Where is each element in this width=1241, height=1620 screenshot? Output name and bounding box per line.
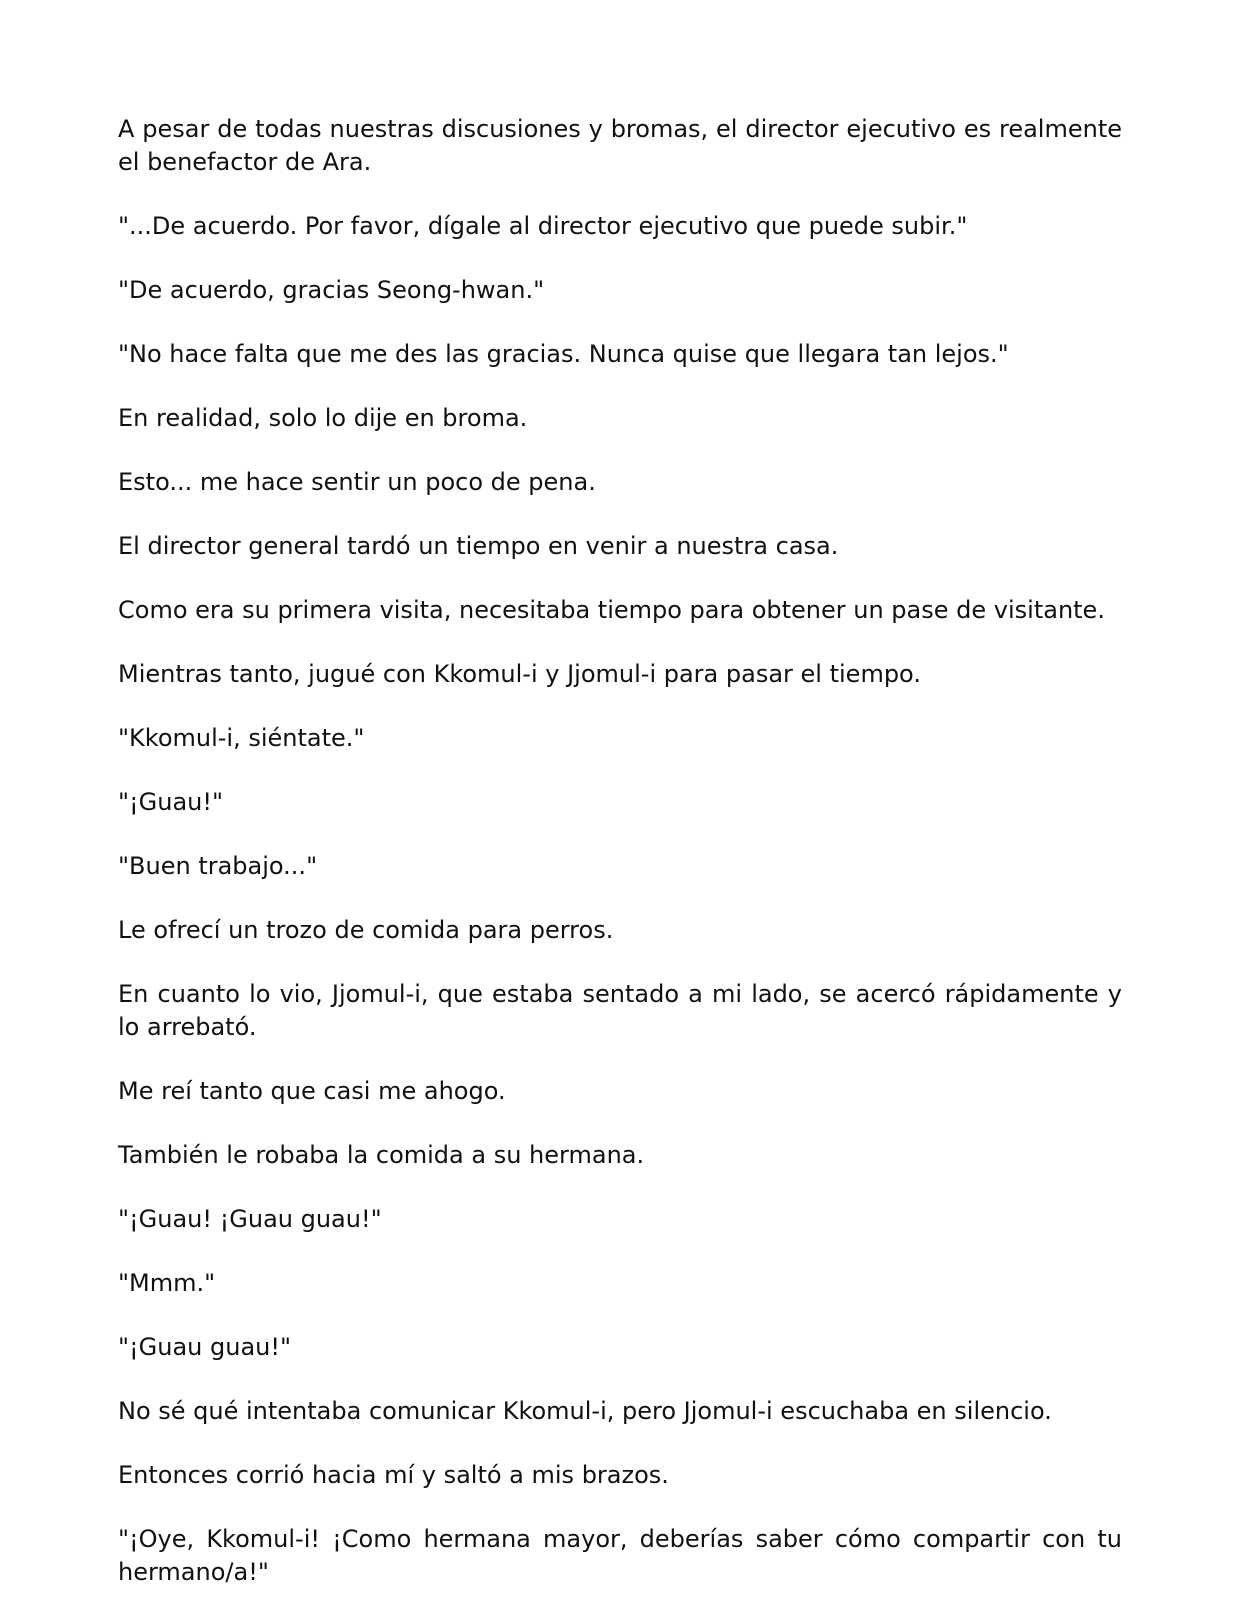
paragraph: En cuanto lo vio, Jjomul-i, que estaba sentado a mi lado, se acercó rápidamente y lo arrebató.	[118, 980, 1122, 1041]
paragraph: "Buen trabajo..."	[118, 852, 318, 880]
paragraph: "De acuerdo, gracias Seong-hwan."	[118, 276, 545, 304]
paragraph: Esto... me hace sentir un poco de pena.	[118, 468, 596, 496]
paragraph: Entonces corrió hacia mí y saltó a mis brazos.	[118, 1461, 669, 1489]
document-body	[118, 113, 1122, 1620]
paragraph: El director general tardó un tiempo en venir a nuestra casa.	[118, 532, 839, 560]
paragraph: "...De acuerdo. Por favor, dígale al director ejecutivo que puede subir."	[118, 212, 968, 240]
paragraph: Me reí tanto que casi me ahogo.	[118, 1077, 506, 1105]
paragraph: "Mmm."	[118, 1269, 216, 1297]
paragraph: También le robaba la comida a su hermana.	[118, 1141, 645, 1169]
paragraph: No sé qué intentaba comunicar Kkomul-i, pero Jjomul-i escuchaba en silencio.	[118, 1397, 1052, 1425]
paragraph: Mientras tanto, jugué con Kkomul-i y Jjomul-i para pasar el tiempo.	[118, 660, 921, 688]
paragraph: "¡Guau!"	[118, 788, 224, 816]
paragraph: "No hace falta que me des las gracias. Nunca quise que llegara tan lejos."	[118, 340, 1009, 368]
paragraph: "¡Guau! ¡Guau guau!"	[118, 1205, 382, 1233]
paragraph: "Kkomul-i, siéntate."	[118, 724, 365, 752]
paragraph: En realidad, solo lo dije en broma.	[118, 404, 528, 432]
paragraph: "¡Guau guau!"	[118, 1333, 292, 1361]
paragraph: Como era su primera visita, necesitaba tiempo para obtener un pase de visitante.	[118, 596, 1105, 624]
paragraph: "¡Oye, Kkomul-i! ¡Como hermana mayor, deberías saber cómo compartir con tu hermano/a!"	[118, 1525, 1122, 1586]
paragraph: Le ofrecí un trozo de comida para perros.	[118, 916, 614, 944]
paragraph: A pesar de todas nuestras discusiones y bromas, el director ejecutivo es realmente el benefactor de Ara.	[118, 115, 1122, 176]
